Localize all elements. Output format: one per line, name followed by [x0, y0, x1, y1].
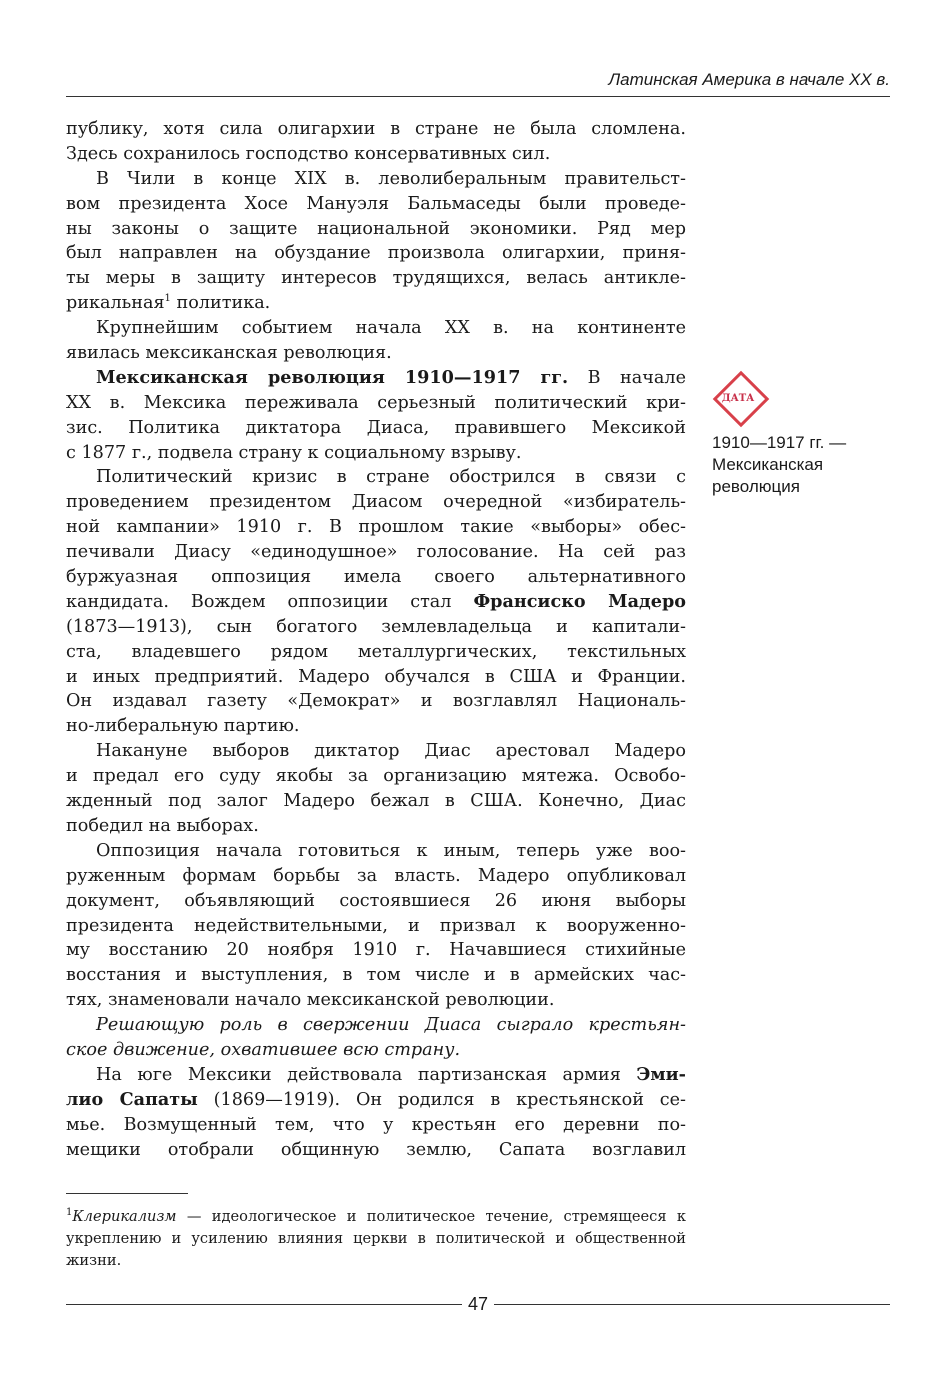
- paragraph: [66, 1063, 686, 1163]
- text-line: Крупнейшим событием начала XX в. на континенте: [96, 318, 686, 339]
- paragraph: [66, 167, 686, 316]
- text-line: [66, 1063, 686, 1088]
- footnote-ref: 1: [164, 293, 171, 305]
- text-line: XX в. Мексика переживала серьезный политический кри-: [66, 392, 686, 413]
- footer-rule-right: [494, 1304, 890, 1305]
- text-line: ты меры в защиту интересов трудящихся, велась антикле-: [66, 268, 686, 289]
- text-line: Здесь сохранилось господство консервативных сил.: [66, 143, 551, 164]
- running-title: Латинская Америка в начале XX в.: [608, 70, 890, 89]
- text-line: с 1877 г., подвела страну к социальному взрыву.: [66, 442, 522, 463]
- bold-term: Франсиско Мадеро: [473, 590, 686, 612]
- text-line: В Чили в конце XIX в. леволиберальным правительст-: [96, 168, 686, 189]
- text-line: был направлен на обуздание произвола олигархии, приня-: [66, 243, 686, 264]
- paragraph: [66, 366, 686, 466]
- text-span: (1869—1919). Он родился в крестьянской се-: [197, 1089, 686, 1110]
- text-line: Политический кризис в стране обострился в связи с: [96, 467, 686, 488]
- margin-note-date: [712, 370, 892, 498]
- text-span: В начале: [568, 367, 686, 388]
- footnote-term: Клерикализм: [72, 1208, 177, 1225]
- text-line: проведением президентом Диасом очередной «избиратель-: [66, 492, 686, 513]
- paragraph: [66, 316, 686, 366]
- text-span: На юге Мексики действовала партизанская армия: [96, 1064, 637, 1085]
- text-line: и иных предприятий. Мадеро обучался в США и Франции.: [66, 666, 686, 687]
- text-line: и предал его суду якобы за организацию мятежа. Освобо-: [66, 766, 686, 787]
- footnote-text: — идеологическое и политическое течение, стремящееся к укреплению и усилению влияния церкви в политической и общественной жизни.: [66, 1208, 686, 1269]
- text-line: мещики отобрали общинную землю, Сапата возглавил: [66, 1139, 686, 1160]
- text-line: печивали Диасу «единодушное» голосование. На сей раз: [66, 542, 686, 563]
- bold-term: Эми-: [636, 1063, 686, 1085]
- text-line: Накануне выборов диктатор Диас арестовал Мадеро: [96, 741, 686, 762]
- text-line: (1873—1913), сын богатого землевладельца и капитали-: [66, 616, 686, 637]
- text-line: буржуазная оппозиция имела своего альтернативного: [66, 567, 686, 588]
- text-line: [66, 291, 686, 316]
- text-line: ны законы о защите национальной экономики. Ряд мер: [66, 218, 686, 239]
- date-diamond-icon: [712, 370, 764, 422]
- text-line: му восстанию 20 ноября 1910 г. Начавшиеся стихийные: [66, 940, 686, 961]
- text-line: [66, 590, 686, 615]
- running-header: [66, 66, 890, 97]
- text-line: но-либеральную партию.: [66, 716, 300, 737]
- text-line: победил на выборах.: [66, 815, 259, 836]
- text-line: вом президента Хосе Мануэля Бальмаседы были проведе-: [66, 193, 686, 214]
- page-footer: [66, 1292, 890, 1316]
- bold-term: Мексиканская революция 1910—1917 гг.: [96, 366, 569, 388]
- footer-rule-left: [66, 1304, 462, 1305]
- text-line: президента недействительными, и призвал к вооруженно-: [66, 915, 686, 936]
- footnote-divider: [66, 1193, 188, 1194]
- text-span: политика.: [170, 293, 271, 314]
- paragraph: [66, 465, 686, 739]
- paragraph: [66, 117, 686, 167]
- text-line: явилась мексиканская революция.: [66, 343, 392, 364]
- text-line: [66, 366, 686, 391]
- text-line: публику, хотя сила олигархии в стране не была сломлена.: [66, 119, 686, 139]
- paragraph: [66, 739, 686, 839]
- text-line: тях, знаменовали начало мексиканской революции.: [66, 990, 555, 1011]
- text-line: мье. Возмущенный тем, что у крестьян его деревни по-: [66, 1114, 686, 1135]
- footnote-marker: 1: [66, 1207, 73, 1219]
- text-span: рикальная: [66, 293, 165, 314]
- text-line: Оппозиция начала готовиться к иным, теперь уже воо-: [96, 840, 686, 861]
- text-line: восстания и выступления, в том числе и в армейских час-: [66, 965, 686, 986]
- text-span: кандидата. Вождем оппозиции стал: [66, 591, 474, 612]
- text-line: ское движение, охватившее всю страну.: [66, 1039, 461, 1060]
- text-line: жденный под залог Мадеро бежал в США. Конечно, Диас: [66, 791, 686, 812]
- text-line: документ, объявляющий состоявшиеся 26 июня выборы: [66, 890, 686, 911]
- text-line: Он издавал газету «Демократ» и возглавлял Националь-: [66, 691, 686, 712]
- date-icon-label: ДАТА: [721, 393, 755, 404]
- margin-note-text: 1910—1917 гг. — Мексиканская революция: [712, 433, 847, 496]
- page-number: 47: [467, 1293, 489, 1314]
- text-line: ста, владевшего рядом металлургических, текстильных: [66, 641, 686, 662]
- bold-term: лио Сапаты: [66, 1088, 198, 1110]
- text-line: зис. Политика диктатора Диаса, правившего Мексикой: [66, 417, 686, 438]
- footnote: [66, 1206, 686, 1272]
- text-line: ной кампании» 1910 г. В прошлом такие «выборы» обес-: [66, 517, 686, 538]
- text-line: [66, 1088, 686, 1113]
- main-text: [66, 117, 686, 1162]
- text-line: Решающую роль в свержении Диаса сыграло крестьян-: [96, 1015, 686, 1036]
- paragraph: [66, 839, 686, 1013]
- text-line: руженным формам борьбы за власть. Мадеро опубликовал: [66, 865, 686, 886]
- paragraph: [66, 1013, 686, 1063]
